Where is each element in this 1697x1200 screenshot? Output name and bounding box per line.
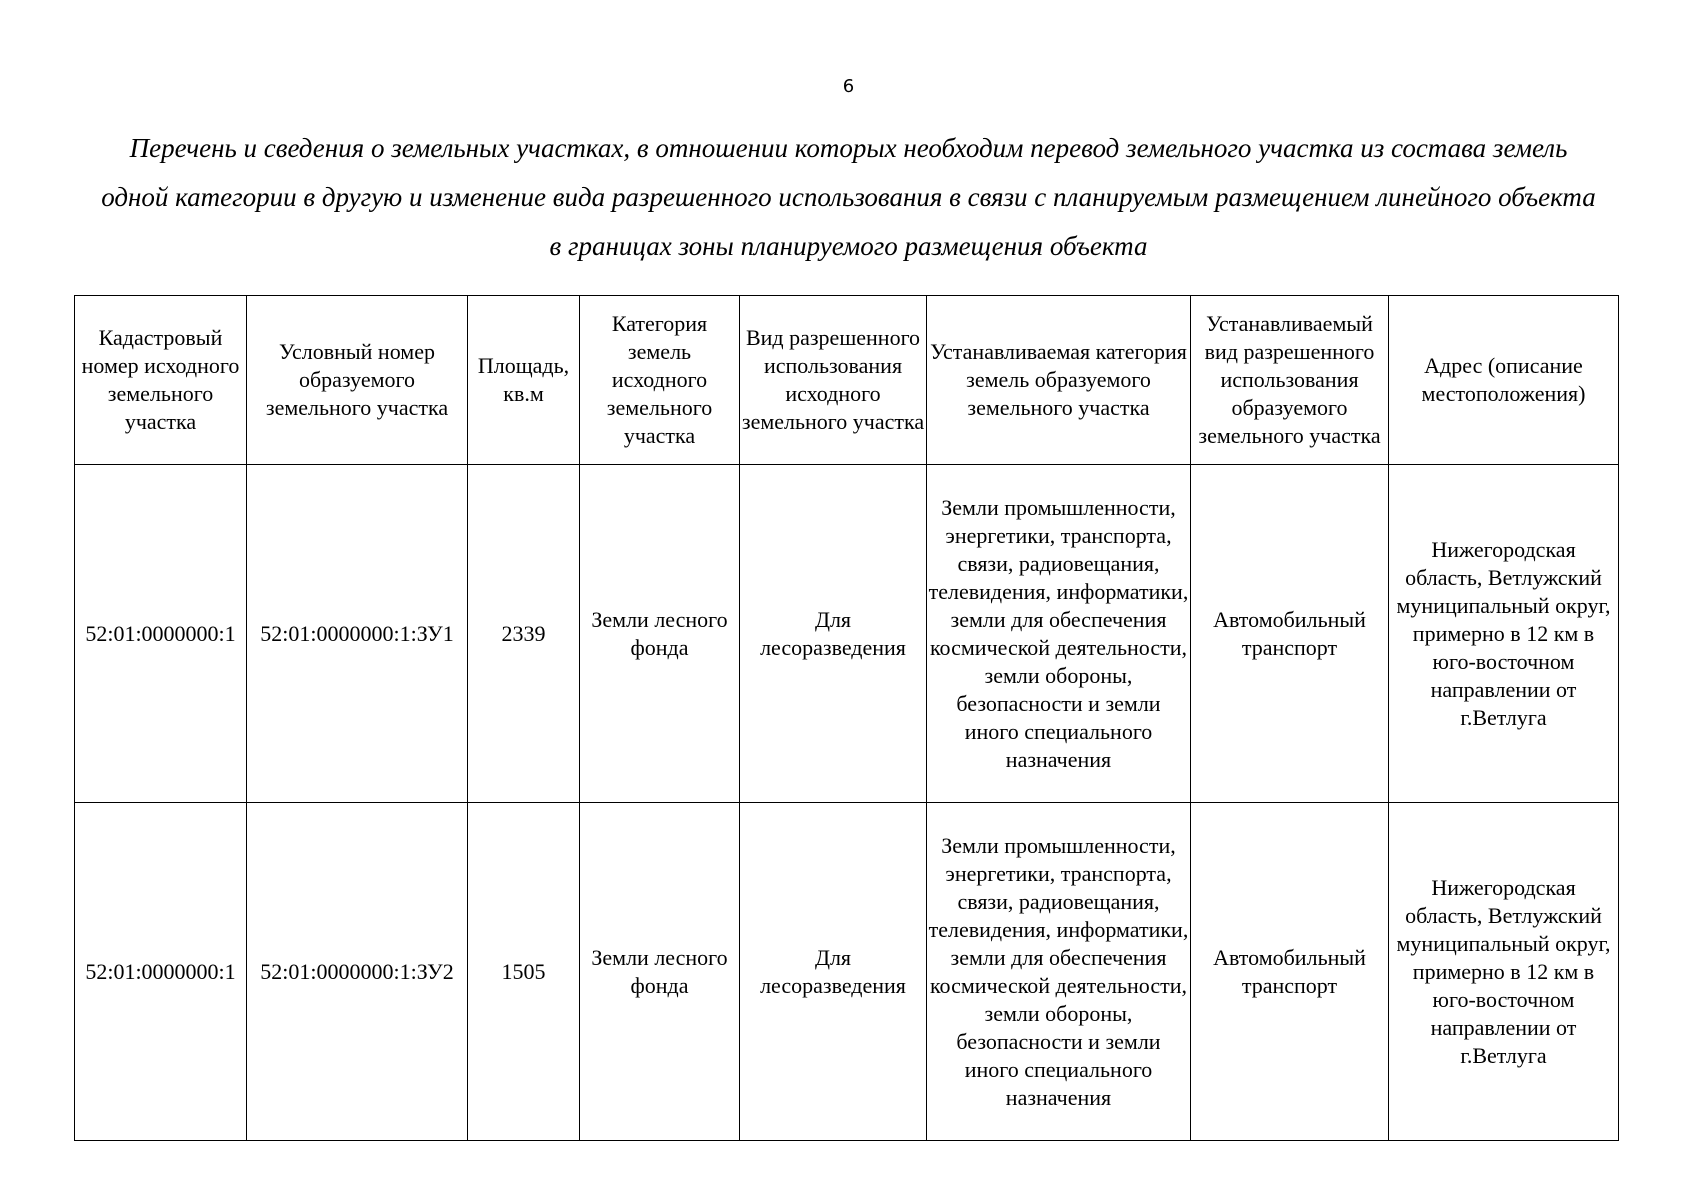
cell-conditional-number: 52:01:0000000:1:ЗУ1 (247, 465, 468, 803)
table-header-row (75, 296, 1619, 465)
cell-source-category: Земли лесного фонда (580, 465, 740, 803)
document-title (40, 124, 1657, 271)
cell-cadastral-number: 52:01:0000000:1 (75, 465, 247, 803)
cell-address: Нижегородская область, Ветлужский муниципальный округ, примерно в 12 км в юго-восточном направлении от г.Ветлуга (1389, 803, 1619, 1141)
header-address: Адрес (описание местоположения) (1389, 296, 1619, 465)
table-row (75, 465, 1619, 803)
cell-conditional-number: 52:01:0000000:1:ЗУ2 (247, 803, 468, 1141)
cell-area: 1505 (468, 803, 580, 1141)
cell-target-use: Автомобильный транспорт (1191, 465, 1389, 803)
header-area: Площадь, кв.м (468, 296, 580, 465)
header-conditional-number: Условный номер образуемого земельного участка (247, 296, 468, 465)
title-line-2: одной категории в другую и изменение вида разрешенного использования в связи с планируемым размещением линейного объекта (101, 182, 1596, 212)
cell-source-use: Для лесоразведения (740, 803, 927, 1141)
table-row (75, 803, 1619, 1141)
header-source-category: Категория земель исходного земельного участка (580, 296, 740, 465)
cell-address: Нижегородская область, Ветлужский муниципальный округ, примерно в 12 км в юго-восточном направлении от г.Ветлуга (1389, 465, 1619, 803)
header-target-category: Устанавливаемая категория земель образуемого земельного участка (927, 296, 1191, 465)
cell-source-use: Для лесоразведения (740, 465, 927, 803)
cell-source-category: Земли лесного фонда (580, 803, 740, 1141)
header-source-use: Вид разрешенного использования исходного земельного участка (740, 296, 927, 465)
cell-area: 2339 (468, 465, 580, 803)
cell-target-category: Земли промышленности, энергетики, транспорта, связи, радиовещания, телевидения, информатики, земли для обеспечения космической деятельности, земли обороны, безопасности и земли иного специального назначения (927, 465, 1191, 803)
page-number: 6 (842, 76, 855, 97)
header-target-use: Устанавливаемый вид разрешенного использования образуемого земельного участка (1191, 296, 1389, 465)
title-line-1: Перечень и сведения о земельных участках, в отношении которых необходим перевод земельного участка из состава земель (129, 133, 1568, 163)
cell-cadastral-number: 52:01:0000000:1 (75, 803, 247, 1141)
cell-target-use: Автомобильный транспорт (1191, 803, 1389, 1141)
land-plots-table (74, 295, 1619, 1141)
title-line-3: в границах зоны планируемого размещения объекта (549, 231, 1148, 261)
header-cadastral-number: Кадастровый номер исходного земельного участка (75, 296, 247, 465)
cell-target-category: Земли промышленности, энергетики, транспорта, связи, радиовещания, телевидения, информатики, земли для обеспечения космической деятельности, земли обороны, безопасности и земли иного специального назначения (927, 803, 1191, 1141)
